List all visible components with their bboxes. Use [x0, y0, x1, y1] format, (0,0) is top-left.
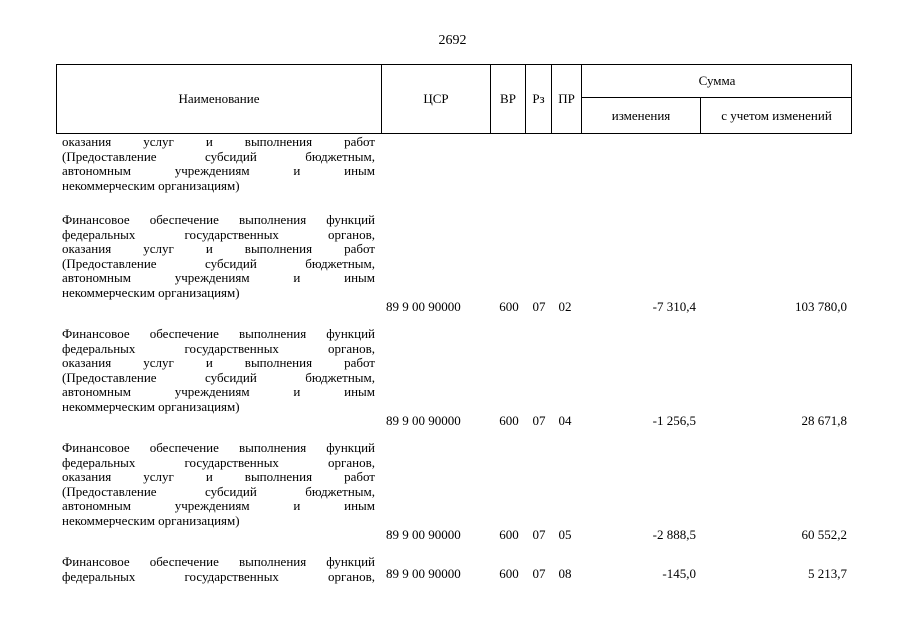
row-change: -145,0 — [662, 566, 696, 581]
row-total: 60 552,2 — [801, 527, 847, 542]
name-line: автономным учреждениям и иным — [62, 385, 375, 400]
name-line: некоммерческим организациям) — [62, 399, 240, 414]
row-change: -2 888,5 — [652, 527, 696, 542]
row-pr: 02 — [558, 299, 572, 314]
row-change: -7 310,4 — [652, 299, 696, 314]
row-rz: 07 — [532, 566, 546, 581]
name-line: (Предоставление субсидий бюджетным, — [62, 484, 375, 499]
header-pr: ПР — [558, 91, 575, 106]
row-pr: 04 — [558, 413, 572, 428]
header-csr: ЦСР — [423, 91, 449, 106]
name-line: автономным учреждениям и иным — [62, 164, 375, 179]
header-name: Наименование — [178, 91, 260, 106]
row-csr: 89 9 00 90000 — [386, 413, 461, 428]
row-rz: 07 — [532, 527, 546, 542]
row-name — [62, 441, 375, 529]
row-total: 103 780,0 — [795, 299, 847, 314]
name-line: федеральных государственных органов, — [62, 341, 375, 356]
header-with-changes: с учетом изменений — [721, 108, 832, 123]
row-pr: 08 — [558, 566, 572, 581]
name-line: оказания услуг и выполнения работ — [62, 356, 375, 371]
row-total: 28 671,8 — [801, 413, 847, 428]
row-csr: 89 9 00 90000 — [386, 527, 461, 542]
name-line: (Предоставление субсидий бюджетным, — [62, 370, 375, 385]
name-line: Финансовое обеспечение выполнения функций — [62, 555, 375, 569]
header-rz: Рз — [532, 91, 545, 106]
name-line: автономным учреждениям и иным — [62, 271, 375, 286]
name-line: некоммерческим организациям) — [62, 513, 240, 528]
name-line: автономным учреждениям и иным — [62, 499, 375, 514]
row-rz: 07 — [532, 299, 546, 314]
name-line: федеральных государственных органов, — [62, 569, 375, 584]
row-vr: 600 — [499, 566, 519, 581]
row-vr: 600 — [499, 527, 519, 542]
page-number: 2692 — [438, 33, 467, 48]
row-csr: 89 9 00 90000 — [386, 566, 461, 581]
name-line: некоммерческим организациям) — [62, 285, 240, 300]
row-name — [62, 327, 375, 415]
name-line: Финансовое обеспечение выполнения функций — [62, 213, 375, 227]
name-line: оказания услуг и выполнения работ — [62, 242, 375, 257]
row-pr: 05 — [558, 527, 572, 542]
name-line: оказания услуг и выполнения работ — [62, 470, 375, 485]
header-sum: Сумма — [698, 72, 736, 88]
name-line: (Предоставление субсидий бюджетным, — [62, 256, 375, 271]
row-rz: 07 — [532, 413, 546, 428]
name-line: (Предоставление субсидий бюджетным, — [62, 149, 375, 164]
name-line: Финансовое обеспечение выполнения функций — [62, 327, 375, 341]
name-line: некоммерческим организациям) — [62, 178, 240, 193]
name-line: оказания услуг и выполнения работ — [62, 135, 375, 149]
name-line: федеральных государственных органов, — [62, 227, 375, 242]
name-line: Финансовое обеспечение выполнения функций — [62, 441, 375, 455]
row-change: -1 256,5 — [652, 413, 696, 428]
row-name — [62, 213, 375, 301]
header-changes: изменения — [611, 108, 671, 123]
row-vr: 600 — [499, 413, 519, 428]
name-line: федеральных государственных органов, — [62, 455, 375, 470]
row-total: 5 213,7 — [808, 566, 847, 581]
continuation-name — [62, 135, 375, 193]
row-vr: 600 — [499, 299, 519, 314]
row-name — [62, 555, 375, 584]
row-csr: 89 9 00 90000 — [386, 299, 461, 314]
header-vr: ВР — [500, 91, 516, 106]
